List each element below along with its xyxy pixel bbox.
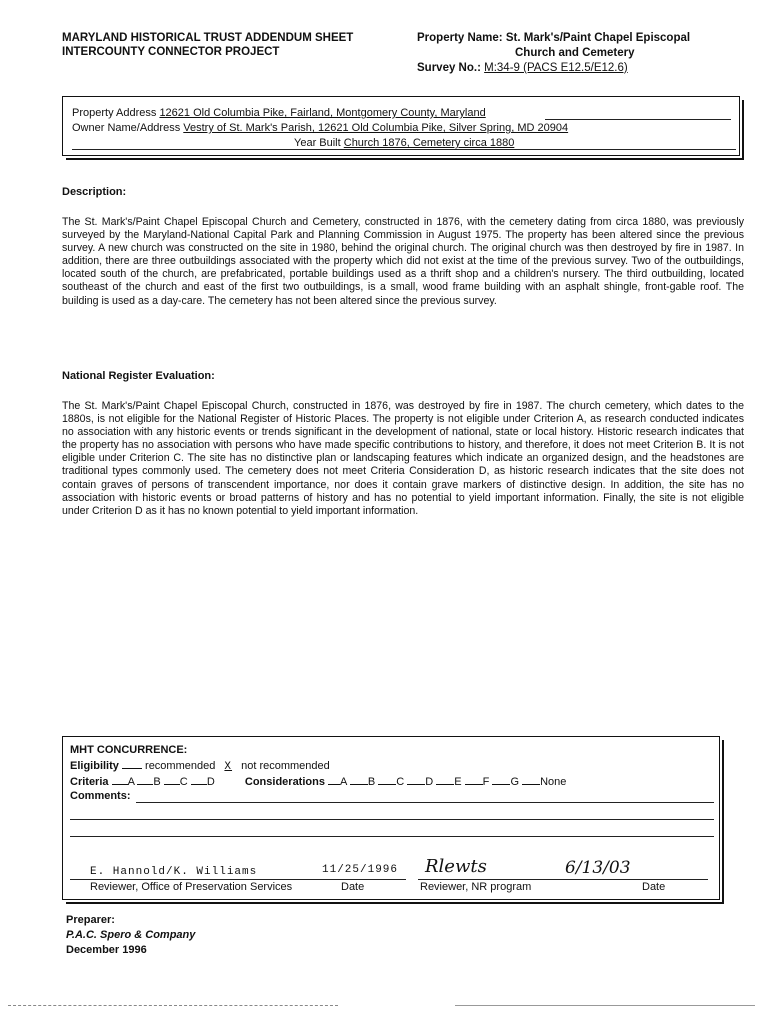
nr-reviewer-date: 6/13/03 xyxy=(565,858,631,878)
evaluation-text: The St. Mark's/Paint Chapel Episcopal Church, constructed in 1876, was destroyed by fire in 1987. The church cemetery, which dates to the 1880s, is not eligible for the National Register of Historic Places. The property is not eligible under Criterion A, as research conducted indicates no association with any historic events or trends significant in the development of national, state or local history. Historic research indicates that the property has no association with persons who have made specific contributions to history, and therefore, it does not meet Criterion B. It is not eligible under Criterion C. The site has no distinctive plan or landscaping features which indicate an organized design, and the headstones are traditional types commonly used. The cemetery does not meet Criteria Consideration D, as historic research indicates that the site does not contain graves of persons of transcendent importance, nor does it contain grave markers of distinctive design. In addition, the site has no association with historic events or broad patterns of history and has no potential to yield important information. Finally, the site is not eligible under Criterion D as it has no known potential to yield important information. xyxy=(62,400,744,517)
property-name xyxy=(417,32,690,45)
description-text: The St. Mark's/Paint Chapel Episcopal Church and Cemetery, constructed in 1876, with the cemetery dating from circa 1880, was previously surveyed by the Maryland-National Capital Park and Planning Commission in August 1975. The property has been altered since the previous survey. A new church was constructed on the site in 1980, behind the original church. The original church was then destroyed by fire in 1987. In addition, there are three outbuildings associated with the property which did not exist at the time of the previous survey. Two of the outbuildings, located south of the church, are prefabricated, portable buildings used as a thrift shop and a children's nursery. The third outbuilding, located southeast of the church and east of the first two outbuildings, is a small, wood frame building with an asphalt shingle, front-gable roof. The building is used as a day-care. The cemetery has not been altered since the previous survey. xyxy=(62,216,744,307)
not-recommended-label: not recommended xyxy=(241,760,330,772)
criteria-b: B xyxy=(153,776,161,788)
owner-label: Owner Name/Address xyxy=(72,122,181,134)
evaluation-title: National Register Evaluation: xyxy=(62,370,215,382)
address-rule xyxy=(545,119,731,120)
consideration-c: C xyxy=(396,776,405,788)
reviewer-date-label: Date xyxy=(341,881,365,893)
criteria-row xyxy=(70,774,566,789)
criteria-d: D xyxy=(206,776,215,788)
address-label: Property Address xyxy=(72,107,157,119)
consideration-none: None xyxy=(540,776,567,788)
concurrence-title: MHT CONCURRENCE: xyxy=(70,744,188,756)
comments-label: Comments: xyxy=(70,790,131,802)
considerations-label: Considerations xyxy=(244,776,325,788)
property-name-value: St. Mark's/Paint Chapel Episcopal xyxy=(505,32,691,44)
criteria-c: C xyxy=(179,776,188,788)
property-address xyxy=(72,107,486,120)
header-left-line2: INTERCOUNTY CONNECTOR PROJECT xyxy=(62,46,280,58)
scan-edge-line xyxy=(8,1005,338,1006)
year-value: Church 1876, Cemetery circa 1880 xyxy=(343,137,515,149)
survey-label: Survey No.: xyxy=(417,62,481,74)
recommended-mark: X xyxy=(224,761,233,773)
criteria-label: Criteria xyxy=(70,776,109,788)
year-built xyxy=(294,137,514,150)
consideration-g: G xyxy=(510,776,520,788)
eligibility-label: Eligibility xyxy=(70,760,119,772)
eligibility-row xyxy=(70,758,330,774)
header-left-line1: MARYLAND HISTORICAL TRUST ADDENDUM SHEET xyxy=(62,32,354,44)
consideration-b: B xyxy=(367,776,376,788)
preparer-label: Preparer: xyxy=(66,914,115,926)
recommended-label: recommended xyxy=(145,760,216,772)
reviewer-label: Reviewer, Office of Preservation Services xyxy=(90,881,293,893)
description-title: Description: xyxy=(62,186,127,198)
consideration-f: F xyxy=(482,776,490,788)
reviewer-name: E. Hannold/K. Williams xyxy=(90,866,258,878)
nr-reviewer-label: Reviewer, NR program xyxy=(420,881,532,893)
nr-date-label: Date xyxy=(642,881,666,893)
survey-number xyxy=(417,62,628,75)
preparer-date: December 1996 xyxy=(66,944,147,956)
consideration-a: A xyxy=(340,776,347,788)
address-value: 12621 Old Columbia Pike, Fairland, Montgomery County, Maryland xyxy=(159,107,486,119)
comments-line-1 xyxy=(136,802,714,803)
owner-value: Vestry of St. Mark's Parish, 12621 Old Columbia Pike, Silver Spring, MD 20904 xyxy=(183,122,569,134)
comments-line-2 xyxy=(70,819,714,820)
consideration-e: E xyxy=(454,776,462,788)
property-name-label: Property Name: xyxy=(417,32,503,44)
criteria-a: A xyxy=(127,776,135,788)
preparer-company: P.A.C. Spero & Company xyxy=(66,929,196,941)
owner-address xyxy=(72,122,568,135)
consideration-d: D xyxy=(425,776,434,788)
property-name-line2: Church and Cemetery xyxy=(515,47,635,59)
reviewer-date: 11/25/1996 xyxy=(322,864,399,876)
scan-edge-line-right xyxy=(455,1005,755,1006)
survey-value: M:34-9 (PACS E12.5/E12.6) xyxy=(484,62,628,74)
eligibility-blank xyxy=(122,758,142,769)
nr-reviewer-signature: Rlewts xyxy=(425,856,487,877)
comments-line-3 xyxy=(70,836,714,837)
year-label: Year Built xyxy=(294,137,341,149)
